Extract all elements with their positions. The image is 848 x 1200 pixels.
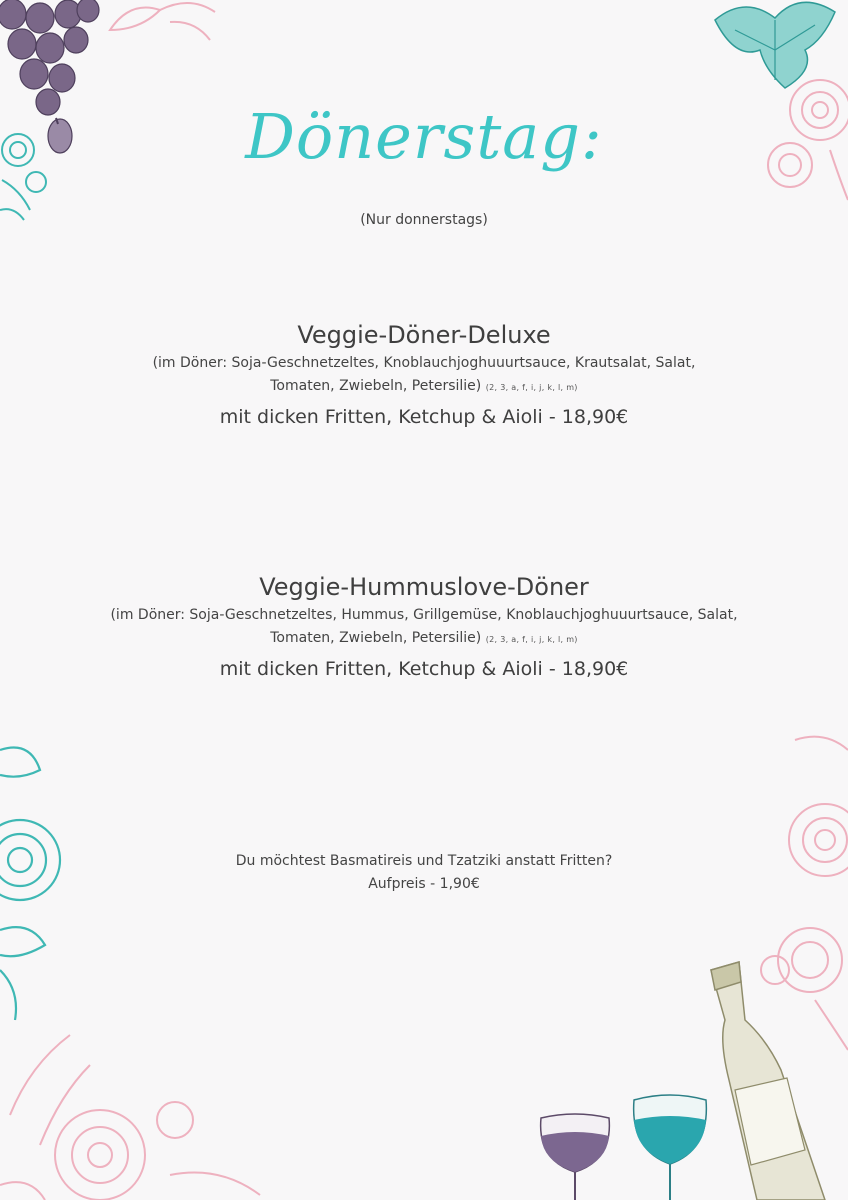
page-subtitle: (Nur donnerstags) <box>360 212 488 228</box>
item-description-line1: (im Döner: Soja-Geschnetzeltes, Knoblauchjoghuuurtsauce, Krautsalat, Salat, <box>152 355 696 371</box>
item-description-line2 <box>0 627 848 651</box>
item-price-line: mit dicken Fritten, Ketchup & Aioli - 18,90€ <box>219 658 629 680</box>
side-option-note <box>0 850 848 896</box>
note-question: Du möchtest Basmatireis und Tzatziki anstatt Fritten? <box>235 853 613 869</box>
page-title: Dönerstag: <box>245 100 603 173</box>
item-price-line: mit dicken Fritten, Ketchup & Aioli - 18,90€ <box>219 406 629 428</box>
item-description-text: Tomaten, Zwiebeln, Petersilie) <box>270 630 482 646</box>
menu-item <box>0 318 848 433</box>
wine-glass-teal-icon <box>628 1090 713 1200</box>
menu-item <box>0 570 848 685</box>
item-description-line1: (im Döner: Soja-Geschnetzeltes, Hummus, Grillgemüse, Knoblauchjoghuuurtsauce, Salat, <box>110 607 738 623</box>
allergen-codes: (2, 3, a, f, i, j, k, l, m) <box>485 635 578 644</box>
wine-glass-icon <box>535 1110 615 1200</box>
item-description-text: Tomaten, Zwiebeln, Petersilie) <box>270 378 482 394</box>
pink-leaf-icon <box>100 0 220 50</box>
allergen-codes: (2, 3, a, f, i, j, k, l, m) <box>485 383 578 392</box>
pink-flowers-bottom-icon <box>0 1025 300 1200</box>
item-description-line2 <box>0 375 848 399</box>
wine-bottle-icon <box>705 960 835 1200</box>
item-name: Veggie-Döner-Deluxe <box>297 321 551 349</box>
note-surcharge: Aufpreis - 1,90€ <box>368 876 480 892</box>
item-name: Veggie-Hummuslove-Döner <box>259 573 589 601</box>
